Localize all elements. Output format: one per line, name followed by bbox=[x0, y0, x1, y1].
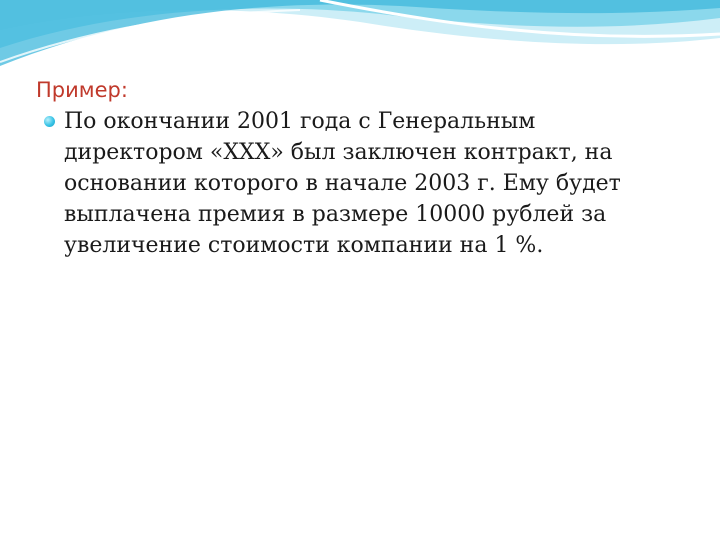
slide-heading: Пример: bbox=[36, 78, 128, 102]
bullet-circle-icon bbox=[44, 116, 55, 127]
bullet-text: По окончании 2001 года с Генеральным директором «ХХХ» был заключен контракт, на основании которого в начале 2003 г. Ему будет выплачена премия в размере 10000 рублей за увеличение стоимости компании на 1 %. bbox=[64, 109, 621, 258]
